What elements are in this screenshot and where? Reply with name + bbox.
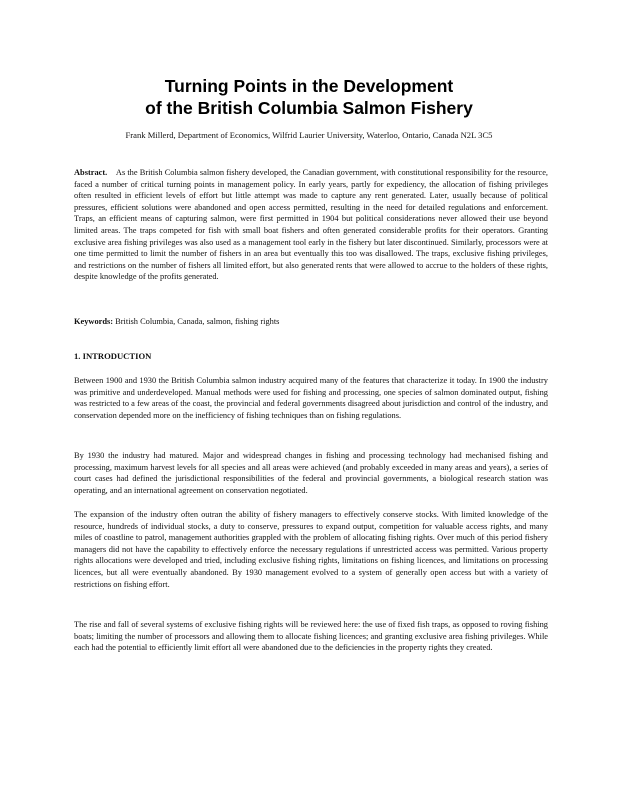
paper-title-line-1: Turning Points in the Development — [164, 76, 454, 96]
keywords-label: Keywords: — [74, 317, 114, 326]
keywords-section — [74, 316, 548, 328]
paper-title — [60, 75, 558, 119]
section-heading: 1. INTRODUCTION — [74, 351, 152, 361]
keywords-text: British Columbia, Canada, salmon, fishing rights — [115, 317, 280, 326]
paper-title-line-2: of the British Columbia Salmon Fishery — [145, 98, 473, 118]
abstract-section — [74, 167, 548, 283]
author-affiliation: Frank Millerd, Department of Economics, Wilfrid Laurier University, Waterloo, Ontario, Canada N2L 3C5 — [125, 130, 493, 140]
abstract-text: As the British Columbia salmon fishery developed, the Canadian government, with constitutional responsibility for the resource, faced a number of critical turning points in management policy. In early years, partly for expediency, the allocation of fishing privileges often resulted in efficient levels of effort but little attempt was made to capture any rent generated. Later, usually because of political pressures, efficient solutions were abandoned and open access permitted, resulting in the need for detailed regulations and enforcement. Traps, an efficient means of capturing salmon, were first permitted in 1904 but political considerations never allowed their use beyond limited areas. The traps competed for fish with small boat fishers and often generated considerable profits for their operators. Granting exclusive area fishing privileges was also used as a management tool early in the fishery but later discontinued. Similarly, processors were at one time permitted to limit the number of fishers in an area but eventually this too was disallowed. The traps, exclusive fishing privileges, and restrictions on the number of fishers all limited effort, but also generated rents that were allowed to accrue to the holders of these rights, despite knowledge of the profits generated. — [74, 168, 549, 282]
paragraph: By 1930 the industry had matured. Major and widespread changes in fishing and processing technology had mechanised fishing and processing, maximum harvest levels for all species and all areas were achieved (and probably exceeded in many areas and years), a series of court cases had defined the jurisdictional responsibilities of the federal and provincial governments, a biological research station was operating, and an international agreement on conservation negotiated. — [74, 451, 548, 495]
paragraph: The expansion of the industry often outran the ability of fishery managers to effectively conserve stocks. With limited knowledge of the resource, hundreds of individual stocks, a duty to conserve, pressures to expand output, competition for valuable access rights, and many miles of coastline to patrol, management authorities grappled with the problem of allocating fishing rights. Over much of this period fishery managers did not have the capability to effectively enforce the necessary regulations if unrestricted access was permitted. Various property rights allocations were developed and tried, including exclusive fishing rights, limitations on fishing licences, and limitations on processing licences, but all were eventually abandoned. By 1930 management evolved to a system of generally open access but with a variety of restrictions on fishing effort. — [74, 510, 548, 589]
paragraph: Between 1900 and 1930 the British Columbia salmon industry acquired many of the features that characterize it today. In 1900 the industry was primitive and underdeveloped. Manual methods were used for fishing and processing, one species of salmon dominated output, fishing was restricted to a few areas of the coast, the provincial and federal governments disagreed about jurisdiction and control of the industry, and conservation depended more on the inefficiency of fishing techniques than on fishing regulations. — [74, 376, 548, 420]
paragraph: The rise and fall of several systems of exclusive fishing rights will be reviewed here: the use of fixed fish traps, as opposed to roving fishing boats; limiting the number of processors and allowing them to allocate fishing licences; and granting exclusive area fishing privileges. While each had the potential to efficiently limit effort all were abandoned due to the deficiencies in the property rights they created. — [74, 620, 548, 653]
abstract-label: Abstract. — [74, 168, 108, 177]
